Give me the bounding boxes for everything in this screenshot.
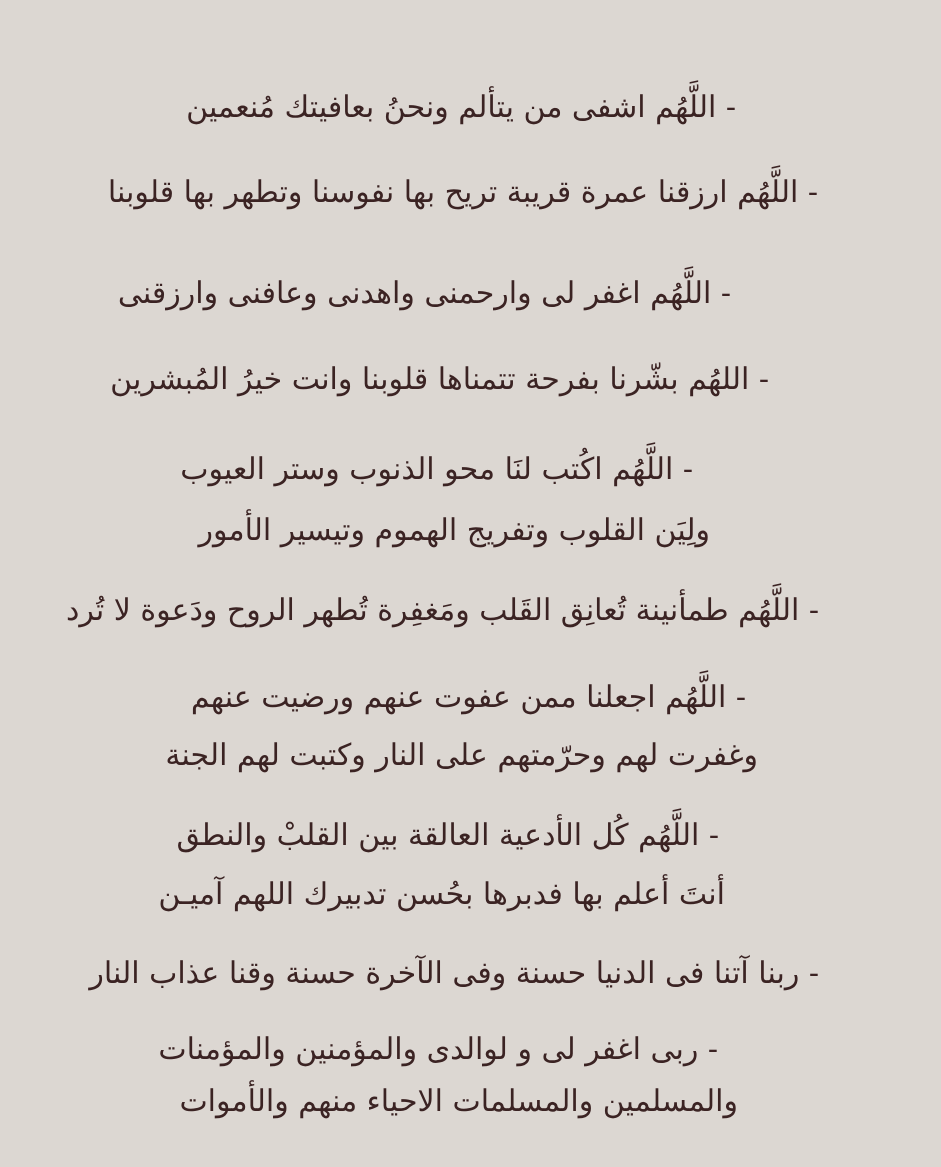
dua-7-line-2: وغفرت لهم وحرّمتهم على النار وكتبت لهم الجنة xyxy=(165,738,758,773)
dua-9-line-1: - ربنا آتنا فى الدنيا حسنة وفى الآخرة حسنة وقنا عذاب النار xyxy=(89,956,819,991)
dua-10-line-1: - ربى اغفر لى و لوالدى والمؤمنين والمؤمنات xyxy=(158,1032,718,1067)
dua-5-line-1: - اللَّهُم اكُتب لنَا محو الذنوب وستر العيوب xyxy=(180,452,693,487)
dua-2-line-1: - اللَّهُم ارزقنا عمرة قريبة تريح بها نفوسنا وتطهر بها قلوبنا xyxy=(107,175,818,210)
dua-7-line-1: - اللَّهُم اجعلنا ممن عفوت عنهم ورضيت عنهم xyxy=(190,680,746,715)
dua-5-line-2: ولِيَن القلوب وتفريج الهموم وتيسير الأمور xyxy=(198,513,710,548)
dua-1-line-1: - اللَّهُم اشفى من يتألم ونحنُ بعافيتك مُنعمين xyxy=(186,90,736,125)
dua-8-line-1: - اللَّهُم كُل الأدعية العالقة بين القلبْ والنطق xyxy=(176,818,719,853)
dua-4-line-1: - اللهُم بشّرنا بفرحة تتمناها قلوبنا وانت خيرُ المُبشرين xyxy=(110,362,769,397)
dua-3-line-1: - اللَّهُم اغفر لى وارحمنى واهدنى وعافنى وارزقنى xyxy=(117,276,731,311)
dua-8-line-2: أنتَ أعلم بها فدبرها بحُسن تدبيرك اللهم آميـن xyxy=(158,877,725,912)
dua-6-line-1: - اللَّهُم طمأنينة تُعانِق القَلب ومَغفِرة تُطهر الروح ودَعوة لا تُرد xyxy=(65,593,819,628)
dua-10-line-2: والمسلمين والمسلمات الاحياء منهم والأموات xyxy=(179,1084,738,1119)
